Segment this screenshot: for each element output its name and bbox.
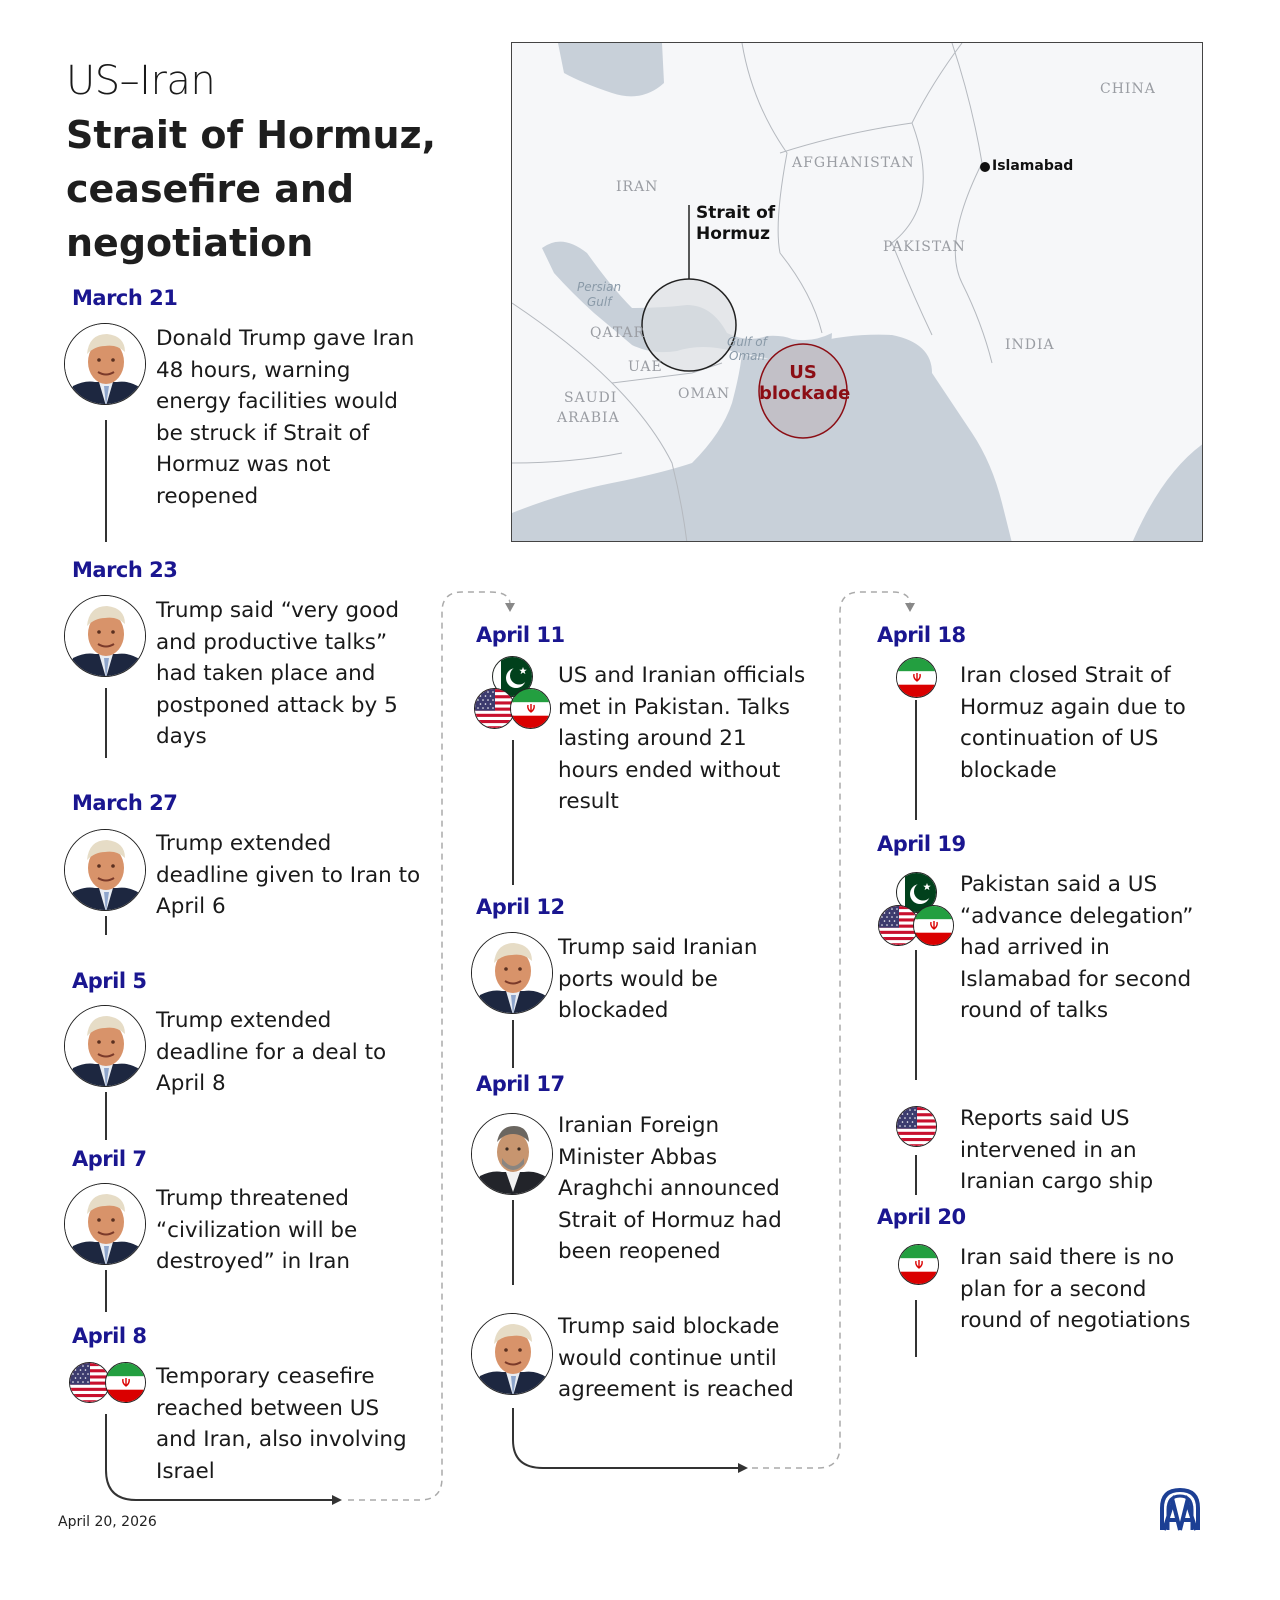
iran-flag-icon: [913, 905, 954, 946]
event-date: April 18: [877, 623, 966, 647]
event-description: Trump extended deadline for a deal to April 8: [156, 1008, 387, 1096]
iran-flag-icon: [105, 1362, 146, 1403]
iran-flag-icon: [896, 657, 937, 698]
subtitle: US–Iran: [66, 58, 216, 104]
page-title: Strait of Hormuz, ceasefire and negotiation: [66, 113, 437, 265]
trump-avatar: [64, 1005, 146, 1087]
trump-avatar: [64, 323, 146, 405]
event-date: April 19: [877, 832, 966, 856]
event-description: Iran closed Strait of Hormuz again due to continuation of US blockade: [960, 663, 1186, 783]
event-date: April 11: [476, 623, 565, 647]
map-label-india: INDIA: [1005, 337, 1055, 353]
trump-avatar: [64, 829, 146, 911]
map-label-iran: IRAN: [616, 179, 659, 195]
map-label-strait-line2: Hormuz: [696, 224, 771, 244]
map-label-blockade-line1: US: [789, 362, 817, 383]
map-label-afghanistan: AFGHANISTAN: [792, 155, 915, 171]
event-description: Trump threatened “civilization will be destroyed” in Iran: [156, 1186, 358, 1274]
map-label-blockade-line2: blockade: [759, 383, 851, 404]
araghchi-avatar: [471, 1113, 553, 1195]
map-label-oman-water: Oman: [729, 349, 766, 363]
us-flag-icon: [896, 1106, 937, 1147]
event-description: Trump said Iranian ports would be blockaded: [558, 935, 758, 1023]
map-label-gulf: Gulf: [587, 295, 612, 309]
iran-flag-icon: [898, 1244, 939, 1285]
event-date: April 20: [877, 1205, 966, 1229]
map-label-pakistan: PAKISTAN: [883, 239, 966, 255]
us-flag-icon: [474, 688, 515, 729]
event-date: March 27: [72, 791, 178, 815]
map-label-arabia: ARABIA: [557, 410, 620, 426]
footer-date: April 20, 2026: [58, 1514, 157, 1530]
trump-avatar: [471, 1313, 553, 1395]
map-label-oman: OMAN: [678, 386, 731, 402]
event-description: Trump extended deadline given to Iran to April 6: [156, 831, 421, 919]
iran-flag-icon: [510, 688, 551, 729]
event-date: March 21: [72, 286, 178, 310]
event-date: March 23: [72, 558, 178, 582]
event-date: April 7: [72, 1147, 147, 1171]
map-label-gulf-of: Gulf of: [727, 335, 767, 349]
event-description: Donald Trump gave Iran 48 hours, warning energy facilities would be struck if Strait of Hormuz was not reopened: [156, 326, 415, 509]
event-description: Reports said US intervened in an Iranian cargo ship: [960, 1106, 1154, 1194]
event-description: Iran said there is no plan for a second round of negotiations: [960, 1245, 1191, 1333]
trump-avatar: [64, 1183, 146, 1265]
event-description: Trump said blockade would continue until agreement is reached: [558, 1314, 794, 1402]
event-description: Iranian Foreign Minister Abbas Araghchi announced Strait of Hormuz had been reopened: [558, 1113, 782, 1264]
map-label-saudi: SAUDI: [564, 390, 618, 406]
event-date: April 12: [476, 895, 565, 919]
event-description: Temporary ceasefire reached between US and Iran, also involving Israel: [156, 1364, 407, 1484]
map-label-strait-line1: Strait of: [696, 203, 776, 223]
event-description: US and Iranian officials met in Pakistan. Talks lasting around 21 hours ended without result: [558, 663, 806, 814]
map-label-islamabad: Islamabad: [992, 158, 1074, 174]
aa-logo-icon: [1158, 1484, 1202, 1532]
map-label-persian: Persian: [577, 280, 622, 294]
trump-avatar: [471, 932, 553, 1014]
event-date: April 17: [476, 1072, 565, 1096]
us-flag-icon: [69, 1362, 110, 1403]
event-description: Trump said “very good and productive talks” had taken place and postponed attack by 5 days: [156, 598, 400, 749]
trump-avatar: [64, 595, 146, 677]
map-label-uae: UAE: [628, 359, 663, 375]
event-date: April 8: [72, 1324, 147, 1348]
event-description: Pakistan said a US “advance delegation” had arrived in Islamabad for second round of talks: [960, 872, 1194, 1023]
event-date: April 5: [72, 969, 147, 993]
map-label-china: CHINA: [1100, 81, 1156, 97]
map-label-qatar: QATAR: [590, 325, 646, 341]
